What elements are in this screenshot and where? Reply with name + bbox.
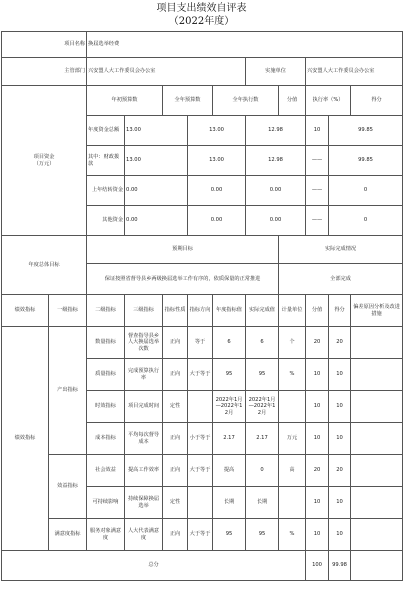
form-year: （2022年度） [168, 16, 235, 27]
total-score: 100 [306, 551, 329, 581]
dept-value: 兴安盟人大工作委员会办公室 [87, 58, 246, 86]
funds-header-executed: 全年执行数 [213, 86, 279, 116]
funds-row-label: 年度资金总额 [87, 116, 125, 146]
ind-row-points: 10 [329, 487, 351, 519]
ind-row-level3: 督查指导县乡人大换届选举次数 [125, 327, 163, 359]
ind-row-direction: 大于等于 [188, 455, 213, 487]
ind-perf-label: 绩效指标 [2, 327, 49, 551]
ind-row-unit: 万元 [279, 423, 306, 455]
funds-row-score: —— [306, 146, 329, 176]
ind-header-level3: 三级指标 [125, 295, 163, 327]
ind-row-direction: 大于等于 [188, 359, 213, 391]
funds-row-exec: 0.00 [246, 206, 306, 236]
goals-expected-text: 保证按照省督导县乡两级换届选举工作有序的，依质保量的正常推进 [87, 264, 279, 295]
ind-header-actual: 实际完成值 [246, 295, 279, 327]
ind-header-score: 分值 [306, 295, 329, 327]
ind-row-level3: 平均每次督导成本 [125, 423, 163, 455]
ind-row-level2: 社会效益 [87, 455, 125, 487]
goals-actual-text: 全部完成 [279, 264, 403, 295]
ind-row-unit: 个 [279, 327, 306, 359]
ind-satisfaction-label: 满意度指标 [49, 519, 87, 551]
goals-expected-header: 预期目标 [87, 236, 279, 264]
ind-row-reason [351, 519, 403, 551]
funds-row-exec: 0.00 [246, 176, 306, 206]
ind-row-unit [279, 391, 306, 423]
ind-row-score: 10 [306, 519, 329, 551]
ind-header-reason: 偏差原因分析及改进措施 [351, 295, 403, 327]
evaluation-table [1, 31, 403, 581]
ind-header-points: 得分 [329, 295, 351, 327]
ind-row-reason [351, 391, 403, 423]
ind-row-direction [188, 487, 213, 519]
ind-row-nature: 定性 [163, 391, 188, 423]
ind-row-reason [351, 327, 403, 359]
ind-row-direction [188, 391, 213, 423]
ind-row-target: 95 [213, 359, 246, 391]
funds-row-start: 0.00 [125, 176, 188, 206]
funds-row-label: 其他资金 [87, 206, 125, 236]
funds-header-budget-start: 年初预算数 [87, 86, 163, 116]
ind-row-unit: 高 [279, 455, 306, 487]
funds-row-score: —— [306, 206, 329, 236]
ind-row-nature: 正向 [163, 455, 188, 487]
ind-row-score: 10 [306, 391, 329, 423]
project-name-label: 项目名称 [2, 32, 87, 58]
ind-row-reason [351, 359, 403, 391]
impl-value: 兴安盟人大工作委员会办公室 [306, 58, 403, 86]
funds-row-rate: 99.85 [329, 146, 403, 176]
funds-row-rate: 0 [329, 176, 403, 206]
total-label: 总分 [2, 551, 306, 581]
ind-row-level2: 时效指标 [87, 391, 125, 423]
ind-header-level1: 一级指标 [49, 295, 87, 327]
ind-header-level2: 二级指标 [87, 295, 125, 327]
ind-row-actual: 95 [246, 359, 279, 391]
form-title: 项目支出绩效自评表 [156, 3, 247, 14]
ind-row-direction: 等于 [188, 327, 213, 359]
goals-section-label: 年度总体目标 [2, 236, 87, 295]
funds-row-score: —— [306, 176, 329, 206]
dept-label: 主管部门 [2, 58, 87, 86]
ind-header-target: 年度指标值 [213, 295, 246, 327]
ind-row-points: 10 [329, 519, 351, 551]
ind-row-target: 6 [213, 327, 246, 359]
ind-output-label: 产出指标 [49, 327, 87, 455]
funds-row-full: 0.00 [188, 176, 246, 206]
ind-row-reason [351, 455, 403, 487]
ind-row-nature: 正向 [163, 327, 188, 359]
funds-header-points: 得分 [351, 86, 403, 116]
ind-row-level3: 人大代表满意度 [125, 519, 163, 551]
ind-row-actual: 0 [246, 455, 279, 487]
ind-row-score: 10 [306, 359, 329, 391]
funds-row-start: 0.00 [125, 206, 188, 236]
total-points: 99.98 [329, 551, 351, 581]
ind-row-target: 95 [213, 519, 246, 551]
goals-actual-header: 实际完成情况 [279, 236, 403, 264]
funds-row-full: 0.00 [188, 206, 246, 236]
ind-row-direction: 小于等于 [188, 423, 213, 455]
ind-row-actual: 2.17 [246, 423, 279, 455]
ind-row-unit: % [279, 359, 306, 391]
ind-row-nature: 正向 [163, 519, 188, 551]
ind-row-points: 10 [329, 423, 351, 455]
funds-row-start: 13.00 [125, 146, 188, 176]
ind-row-points: 20 [329, 327, 351, 359]
ind-header-direction: 指标方向 [188, 295, 213, 327]
ind-row-level3: 提高工作效率 [125, 455, 163, 487]
ind-row-nature: 正向 [163, 359, 188, 391]
funds-section-label: 项目资金 （万元） [2, 86, 87, 236]
funds-row-label: 其中：财政拨款 [87, 146, 125, 176]
funds-header-budget-full: 全年预算数 [163, 86, 213, 116]
impl-label: 实施单位 [246, 58, 306, 86]
ind-row-actual: 6 [246, 327, 279, 359]
ind-row-target: 长期 [213, 487, 246, 519]
ind-row-target: 提高 [213, 455, 246, 487]
ind-row-nature: 正向 [163, 423, 188, 455]
ind-row-score: 10 [306, 423, 329, 455]
ind-row-points: 20 [329, 455, 351, 487]
total-reason [351, 551, 403, 581]
ind-row-points: 10 [329, 391, 351, 423]
ind-header-perf: 绩效指标 [2, 295, 49, 327]
ind-row-target: 2022年1月—2022年12月 [213, 391, 246, 423]
ind-row-unit: % [279, 519, 306, 551]
ind-row-reason [351, 423, 403, 455]
funds-row-exec: 12.98 [246, 116, 306, 146]
ind-row-level2: 服务对象满意度 [87, 519, 125, 551]
funds-row-label: 上年结转资金 [87, 176, 125, 206]
ind-header-unit: 计量单位 [279, 295, 306, 327]
ind-row-level2: 质量指标 [87, 359, 125, 391]
funds-row-exec: 12.98 [246, 146, 306, 176]
funds-header-exec-rate: 执行率（%） [306, 86, 351, 116]
funds-row-rate: 0 [329, 206, 403, 236]
ind-row-score: 20 [306, 327, 329, 359]
funds-header-score: 分值 [279, 86, 306, 116]
ind-header-nature: 指标性质 [163, 295, 188, 327]
ind-row-score: 10 [306, 487, 329, 519]
ind-row-level2: 数量指标 [87, 327, 125, 359]
funds-row-score: 10 [306, 116, 329, 146]
ind-row-points: 10 [329, 359, 351, 391]
ind-row-level2: 成本指标 [87, 423, 125, 455]
ind-row-score: 20 [306, 455, 329, 487]
ind-benefit-label: 效益指标 [49, 455, 87, 519]
funds-row-start: 13.00 [125, 116, 188, 146]
funds-row-full: 13.00 [188, 116, 246, 146]
ind-row-actual: 95 [246, 519, 279, 551]
project-name-value: 换届选举经费 [87, 32, 403, 58]
ind-row-reason [351, 487, 403, 519]
ind-row-target: 2.17 [213, 423, 246, 455]
ind-row-direction: 大于等于 [188, 519, 213, 551]
ind-row-level3: 项目完成时间 [125, 391, 163, 423]
ind-row-unit [279, 487, 306, 519]
funds-row-rate: 99.85 [329, 116, 403, 146]
funds-row-full: 13.00 [188, 146, 246, 176]
ind-row-actual: 长期 [246, 487, 279, 519]
ind-row-level3: 完成预算执行率 [125, 359, 163, 391]
ind-row-actual: 2022年1月—2022年12月 [246, 391, 279, 423]
ind-row-nature: 定性 [163, 487, 188, 519]
ind-row-level2: 可持续影响 [87, 487, 125, 519]
ind-row-level3: 持续保障换届选举 [125, 487, 163, 519]
